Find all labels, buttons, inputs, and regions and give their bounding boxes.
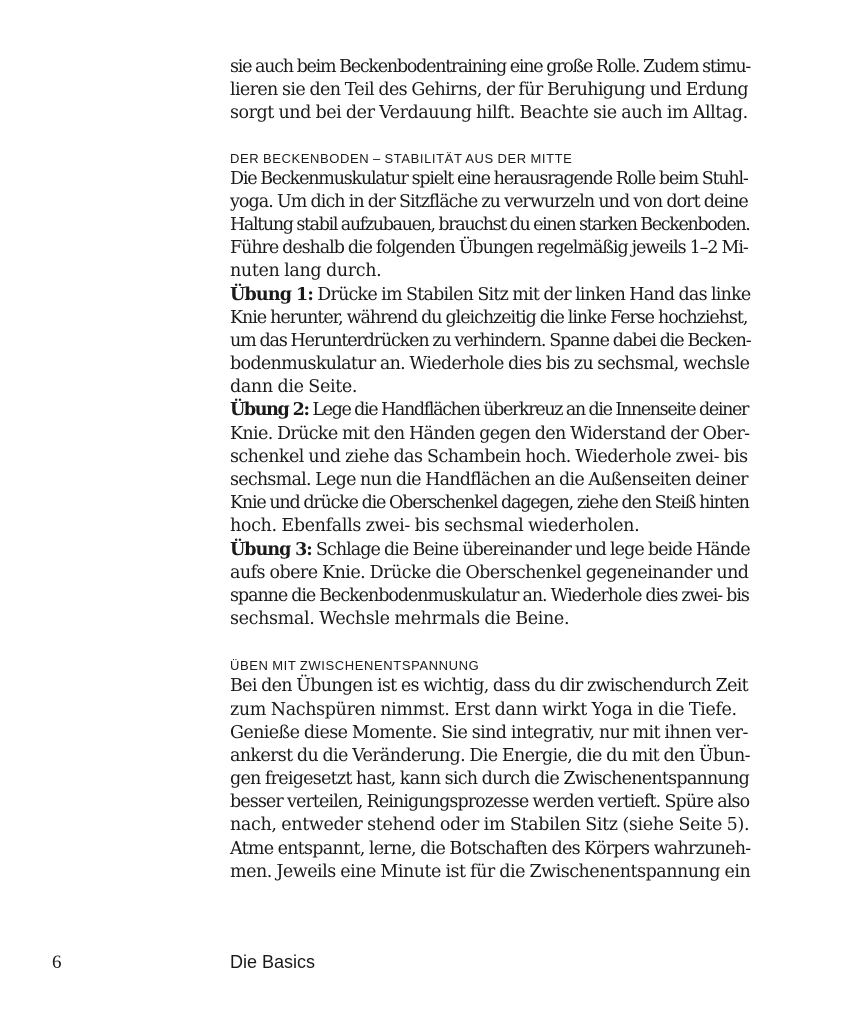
text-line: Bei den Übungen ist es wichtig, dass du dir zwischendurch Zeit (230, 676, 748, 697)
text-line: spanne die Beckenbodenmuskulatur an. Wiederhole dies zwei- bis (230, 585, 749, 606)
text-line: lieren sie den Teil des Gehirns, der für Beruhigung und Erdung (230, 80, 748, 101)
text-column (230, 56, 750, 884)
section-heading-zwischenentspannung: ÜBEN MIT ZWISCHENENTSPANNUNG (230, 658, 480, 674)
page-number: 6 (52, 952, 62, 973)
text-line: sechsmal. Wechsle mehrmals die Beine. (230, 609, 570, 630)
text-line: ankerst du die Veränderung. Die Energie, die du mit den Übun- (230, 745, 750, 766)
text-line: sechsmal. Lege nun die Handflächen an die Außenseiten deiner (230, 470, 748, 490)
running-title: Die Basics (230, 952, 316, 972)
text-line: nach, entweder stehend oder im Stabilen Sitz (siehe Seite 5). (230, 815, 750, 836)
zwischenentspannung-paragraph (230, 675, 750, 884)
text-line: Atme entspannt, lerne, die Botschaften des Körpers wahrzuneh- (230, 838, 751, 859)
text-line: gen freigesetzt hast, kann sich durch die Zwischenentspannung (230, 769, 750, 790)
exercise-label: Übung 2: (230, 400, 309, 421)
text-line: hoch. Ebenfalls zwei- bis sechsmal wiederholen. (230, 516, 640, 537)
text-line: besser verteilen, Reinigungsprozesse werden vertieft. Spüre also (230, 792, 750, 813)
exercise-text: Schlage die Beine übereinander und lege beide Hände (311, 539, 750, 560)
text-line (230, 539, 750, 562)
text-line: schenkel und ziehe das Schambein hoch. Wiederhole zwei- bis (230, 446, 748, 467)
exercise-text: Drücke im Stabilen Sitz mit der linken Hand das linke (313, 284, 751, 305)
beckenboden-paragraph (230, 168, 750, 284)
text-line: dann die Seite. (230, 377, 358, 398)
text-line: Die Beckenmuskulatur spielt eine herausragende Rolle beim Stuhl- (230, 168, 748, 189)
section-heading-beckenboden: DER BECKENBODEN – STABILITÄT AUS DER MITTE (230, 150, 573, 166)
exercise-3 (230, 539, 750, 632)
exercise-label: Übung 3: (230, 539, 312, 560)
text-line: men. Jeweils eine Minute ist für die Zwischenentspannung ein (230, 861, 751, 882)
exercise-1 (230, 284, 750, 400)
exercise-2 (230, 399, 750, 538)
exercise-text: Lege die Handflächen überkreuz an die Innenseite deiner (308, 400, 749, 421)
text-line: sie auch beim Beckenbodentraining eine große Rolle. Zudem stimu- (230, 57, 751, 77)
text-line: nuten lang durch. (230, 261, 382, 282)
text-line: Haltung stabil aufzubauen, brauchst du einen starken Beckenboden. (230, 214, 750, 235)
text-line: yoga. Um dich in der Sitzfläche zu verwurzeln und von dort deine (230, 191, 748, 212)
text-line: Knie herunter, während du gleichzeitig die linke Ferse hochziehst, (230, 307, 748, 328)
text-line: Führe deshalb die folgenden Übungen regelmäßig jeweils 1–2 Mi- (230, 238, 748, 259)
intro-paragraph (230, 56, 750, 126)
text-line: um das Herunterdrücken zu verhindern. Spanne dabei die Becken- (230, 330, 751, 351)
text-line: aufs obere Knie. Drücke die Oberschenkel gegeneinander und (230, 562, 749, 583)
text-line: sorgt und bei der Verdauung hilft. Beachte sie auch im Alltag. (230, 103, 748, 124)
exercise-label: Übung 1: (230, 284, 314, 305)
text-line: bodenmuskulatur an. Wiederhole dies bis zu sechsmal, wechsle (230, 354, 750, 375)
text-line: zum Nachspüren nimmst. Erst dann wirkt Yoga in die Tiefe. (230, 699, 737, 720)
text-line: Knie und drücke die Oberschenkel dagegen, ziehe den Steiß hinten (230, 493, 749, 514)
text-line (230, 284, 750, 307)
text-line: Knie. Drücke mit den Händen gegen den Widerstand der Ober- (230, 423, 750, 444)
text-line (230, 399, 750, 422)
text-line: Genieße diese Momente. Sie sind integrativ, nur mit ihnen ver- (230, 722, 748, 743)
